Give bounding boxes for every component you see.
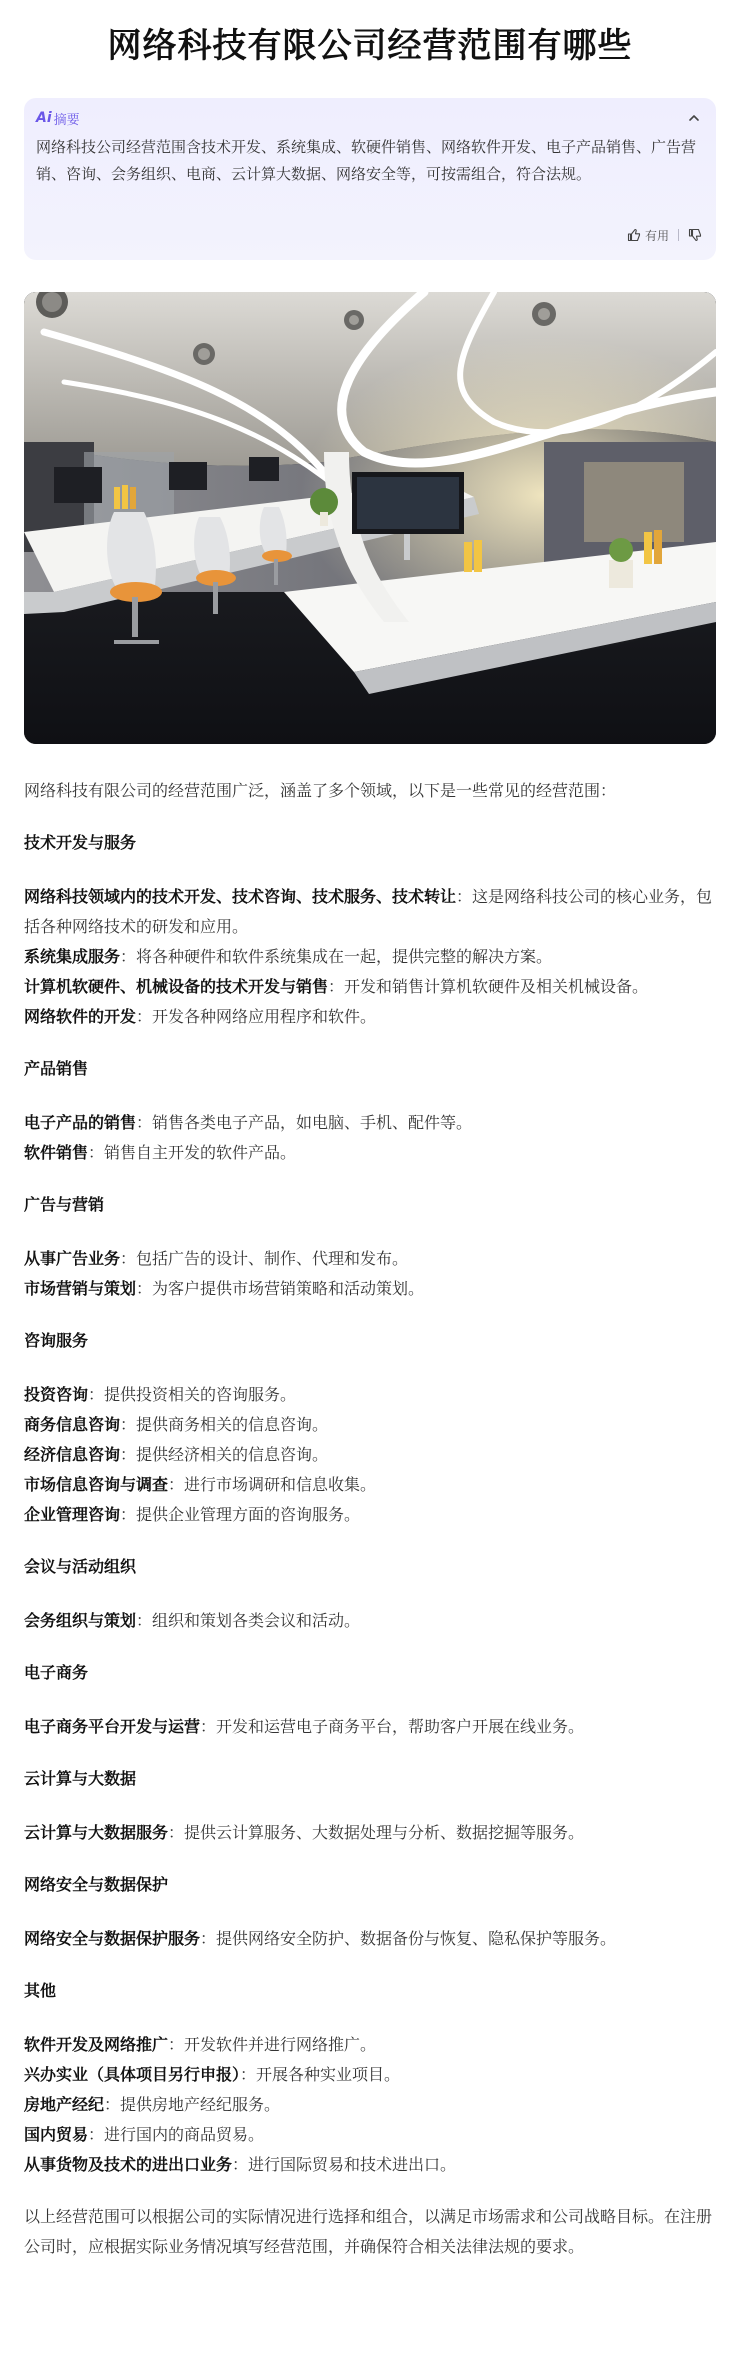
item-term: 系统集成服务 (24, 947, 121, 966)
feedback-bar (627, 224, 702, 246)
section-heading: 云计算与大数据 (24, 1769, 137, 1788)
item-term: 网络科技领域内的技术开发、技术咨询、技术服务、技术转让 (24, 887, 457, 906)
section-heading: 其他 (24, 1981, 57, 2000)
item-description: ：这是网络科技公司的核心业务，包括各种网络技术的研发和应用。 (24, 887, 713, 936)
item-term: 软件销售 (24, 1143, 89, 1162)
item-description: ：进行国际贸易和技术进出口。 (232, 2155, 457, 2174)
page-title: 网络科技有限公司经营范围有哪些 (107, 26, 633, 66)
intro-paragraph: 网络科技有限公司的经营范围广泛，涵盖了多个领域，以下是一些常见的经营范围： (24, 781, 617, 800)
list-item (24, 1712, 716, 1742)
section-heading: 网络安全与数据保护 (24, 1875, 169, 1894)
sections (24, 828, 716, 2180)
item-description: ：进行国内的商品贸易。 (88, 2125, 265, 2144)
ai-icon: Ai (36, 110, 52, 126)
list-item (24, 1380, 716, 1410)
item-term: 云计算与大数据服务 (24, 1823, 169, 1842)
item-description: ：提供投资相关的咨询服务。 (88, 1385, 297, 1404)
item-description: ：将各种硬件和软件系统集成在一起，提供完整的解决方案。 (120, 947, 553, 966)
office-photo (24, 292, 716, 744)
thumbs-up-icon (627, 228, 641, 242)
item-description: ：提供企业管理方面的咨询服务。 (120, 1505, 361, 1524)
item-term: 网络软件的开发 (24, 1007, 137, 1026)
item-term: 房地产经纪 (24, 2095, 105, 2114)
conclusion-paragraph: 以上经营范围可以根据公司的实际情况进行选择和组合，以满足市场需求和公司战略目标。在注册公司时，应根据实际业务情况填写经营范围，并确保符合相关法律法规的要求。 (24, 2207, 713, 2256)
list-item (24, 882, 716, 942)
summary-text: 网络科技公司经营范围含技术开发、系统集成、软硬件销售、网络软件开发、电子产品销售、广告营销、咨询、会务组织、电商、云计算大数据、网络安全等，可按需组合，符合法规。 (36, 138, 697, 183)
list-item (24, 2090, 716, 2120)
thumbs-down-icon (688, 228, 702, 242)
item-term: 市场营销与策划 (24, 1279, 137, 1298)
item-description: ：提供经济相关的信息咨询。 (120, 1445, 329, 1464)
item-term: 电子产品的销售 (24, 1113, 137, 1132)
item-term: 兴办实业（具体项目另行申报） (24, 2065, 241, 2084)
item-term: 软件开发及网络推广 (24, 2035, 169, 2054)
item-description: ：提供房地产经纪服务。 (104, 2095, 281, 2114)
article (24, 776, 716, 2262)
item-term: 会务组织与策划 (24, 1611, 137, 1630)
item-term: 经济信息咨询 (24, 1445, 121, 1464)
item-description: ：开展各种实业项目。 (240, 2065, 401, 2084)
list-item (24, 972, 716, 1002)
list-item (24, 2060, 716, 2090)
list-item (24, 1002, 716, 1032)
item-description: ：提供云计算服务、大数据处理与分析、数据挖掘等服务。 (168, 1823, 585, 1842)
collapse-button[interactable] (684, 108, 704, 128)
item-term: 电子商务平台开发与运营 (24, 1717, 201, 1736)
list-item (24, 1924, 716, 1954)
list-item (24, 1818, 716, 1848)
item-description: ：开发和销售计算机软硬件及相关机械设备。 (328, 977, 649, 996)
list-item (24, 1244, 716, 1274)
useful-label: 有用 (644, 228, 669, 243)
section-heading: 电子商务 (24, 1663, 89, 1682)
item-term: 投资咨询 (24, 1385, 89, 1404)
item-description: ：销售各类电子产品，如电脑、手机、配件等。 (136, 1113, 473, 1132)
item-description: ：包括广告的设计、制作、代理和发布。 (120, 1249, 409, 1268)
list-item (24, 1274, 716, 1304)
section-heading: 广告与营销 (24, 1195, 105, 1214)
item-term: 市场信息咨询与调查 (24, 1475, 169, 1494)
item-description: ：组织和策划各类会议和活动。 (136, 1611, 361, 1630)
item-term: 国内贸易 (24, 2125, 89, 2144)
item-description: ：开发和运营电子商务平台，帮助客户开展在线业务。 (200, 1717, 585, 1736)
chevron-up-icon (688, 112, 700, 124)
summary-label: 摘要 (53, 112, 80, 128)
list-item (24, 1606, 716, 1636)
section-heading: 产品销售 (24, 1059, 89, 1078)
item-term: 从事货物及技术的进出口业务 (24, 2155, 233, 2174)
item-term: 网络安全与数据保护服务 (24, 1929, 201, 1948)
item-description: ：为客户提供市场营销策略和活动策划。 (136, 1279, 425, 1298)
list-item (24, 1108, 716, 1138)
item-term: 计算机软硬件、机械设备的技术开发与销售 (24, 977, 329, 996)
item-description: ：提供网络安全防护、数据备份与恢复、隐私保护等服务。 (200, 1929, 617, 1948)
feedback-divider (678, 229, 679, 241)
not-useful-button[interactable] (688, 228, 702, 242)
item-description: ：进行市场调研和信息收集。 (168, 1475, 377, 1494)
list-item (24, 942, 716, 972)
list-item (24, 1470, 716, 1500)
summary-card (24, 98, 716, 260)
list-item (24, 1138, 716, 1168)
useful-button[interactable] (627, 227, 669, 244)
item-description: ：提供商务相关的信息咨询。 (120, 1415, 329, 1434)
hero-image (24, 292, 716, 744)
item-description: ：销售自主开发的软件产品。 (88, 1143, 297, 1162)
item-description: ：开发各种网络应用程序和软件。 (136, 1007, 377, 1026)
item-description: ：开发软件并进行网络推广。 (168, 2035, 377, 2054)
section-heading: 咨询服务 (24, 1331, 89, 1350)
list-item (24, 2030, 716, 2060)
item-term: 商务信息咨询 (24, 1415, 121, 1434)
item-term: 企业管理咨询 (24, 1505, 121, 1524)
section-heading: 会议与活动组织 (24, 1557, 137, 1576)
section-heading: 技术开发与服务 (24, 833, 137, 852)
summary-header (36, 108, 80, 128)
list-item (24, 1500, 716, 1530)
item-term: 从事广告业务 (24, 1249, 121, 1268)
list-item (24, 1440, 716, 1470)
list-item (24, 1410, 716, 1440)
list-item (24, 2120, 716, 2150)
list-item (24, 2150, 716, 2180)
